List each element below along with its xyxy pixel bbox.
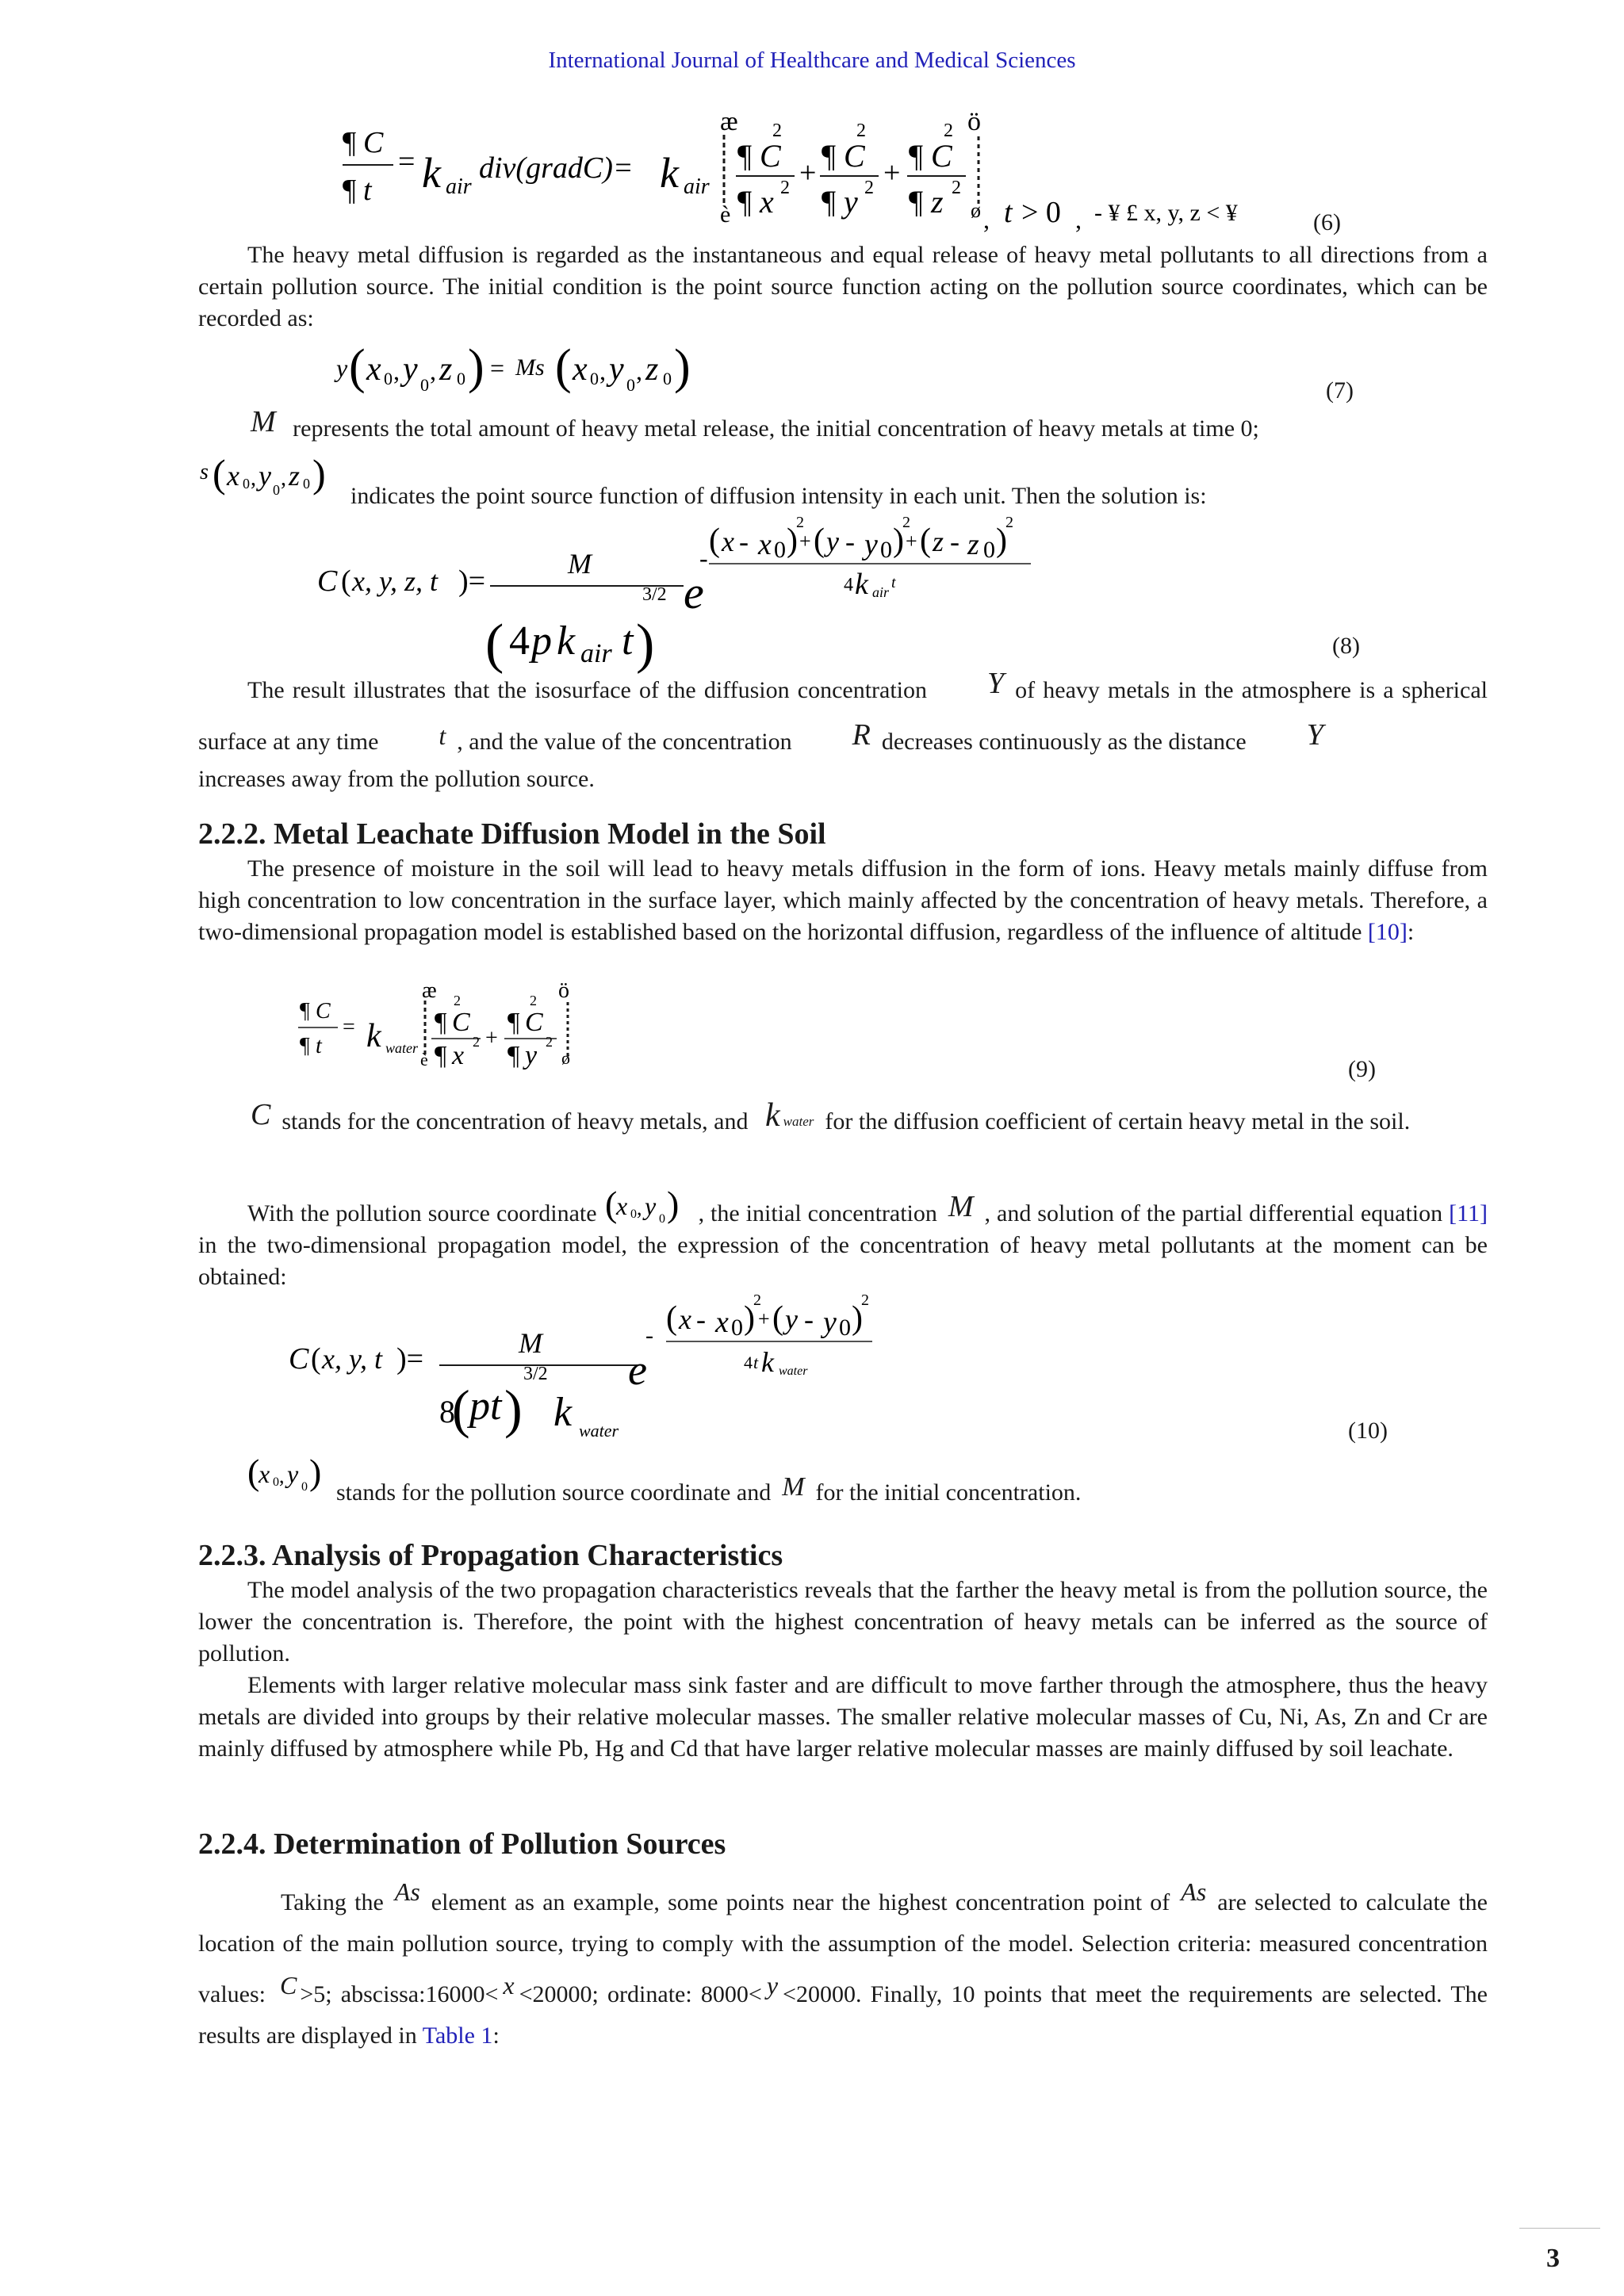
svg-text:): ) [309, 1452, 322, 1492]
svg-text:y: y [823, 1306, 837, 1339]
svg-text:,: , [599, 357, 606, 385]
text-run: of heavy metals in the atmosphere is a spherical surface at any time [198, 677, 1488, 755]
paragraph [198, 661, 1488, 794]
text-run: Taking the [281, 1889, 384, 1915]
svg-text:(: ( [920, 522, 931, 559]
math-symbol: C [251, 1098, 271, 1131]
svg-text:2: 2 [473, 1034, 480, 1050]
svg-text:¶: ¶ [343, 126, 357, 159]
svg-text:(: ( [311, 1342, 321, 1376]
text-run: for the initial concentration. [815, 1479, 1082, 1506]
svg-text:e: e [684, 567, 704, 618]
citation-link[interactable]: [11] [1449, 1200, 1488, 1226]
svg-text:+: + [758, 1307, 770, 1330]
svg-text:): ) [852, 1300, 863, 1337]
svg-text:(: ( [772, 1300, 783, 1337]
math-symbol: M [251, 405, 276, 438]
svg-text:air: air [580, 639, 612, 668]
equation-number: (8) [1332, 633, 1360, 659]
paragraph: The presence of moisture in the soil will lead to heavy metals diffusion in the form of ions. Heavy metals mainly diffuse from high concentration to low concentration in the surface layer, which mainly affected by the concentration of heavy metals. Therefore, a two-dimensional propagation model is established based on the horizontal diffusion, regardless of the influence of altitude [10]: [198, 855, 1488, 945]
svg-text:t: t [753, 1353, 759, 1372]
svg-text:C: C [317, 564, 338, 598]
section-heading: 2.2.3. Analysis of Propagation Characteristics [198, 1539, 783, 1572]
svg-text:+: + [799, 530, 811, 553]
svg-text:t: t [316, 1034, 322, 1058]
math-symbol: As [394, 1877, 420, 1906]
svg-text:,: , [251, 466, 256, 491]
svg-text:M: M [568, 548, 592, 580]
svg-text:+: + [906, 530, 917, 553]
math-symbol: C [279, 1971, 297, 1999]
svg-text:C: C [931, 138, 952, 174]
svg-text:): ) [504, 1379, 523, 1439]
svg-text:): ) [674, 340, 691, 394]
svg-text:(: ( [213, 452, 226, 496]
svg-text:y: y [259, 460, 271, 492]
svg-text:z: z [439, 351, 453, 388]
svg-text:x: x [615, 1192, 627, 1220]
svg-text:x: x [573, 351, 588, 388]
svg-text:e: e [628, 1346, 647, 1394]
svg-text:C: C [760, 138, 781, 174]
svg-text:-: - [645, 1322, 653, 1349]
equation-8 [317, 511, 1047, 686]
svg-text:s: s [200, 460, 209, 484]
svg-text:t: t [622, 618, 634, 664]
svg-text:ø: ø [971, 199, 981, 222]
svg-text:): ) [893, 522, 904, 559]
text-run: : [492, 2022, 500, 2049]
svg-text:¶: ¶ [822, 184, 837, 220]
svg-text:water: water [779, 1364, 808, 1378]
svg-text:y: y [403, 351, 418, 388]
inline-source-coordinate [198, 452, 349, 499]
svg-text:z: z [645, 351, 659, 388]
svg-text:water: water [579, 1421, 619, 1441]
svg-text:2: 2 [780, 178, 790, 198]
svg-text:3/2: 3/2 [642, 584, 667, 605]
svg-text:,: , [393, 357, 400, 385]
svg-text:2: 2 [530, 993, 537, 1008]
text-run: increases away from the pollution source. [198, 766, 595, 792]
svg-text:0: 0 [273, 482, 280, 498]
math-symbol: t [439, 721, 446, 750]
equation-6 [333, 111, 1364, 238]
svg-text:-: - [696, 1303, 706, 1335]
paragraph [198, 406, 1488, 445]
paragraph [198, 1099, 1488, 1138]
svg-text:-: - [804, 1303, 814, 1335]
svg-text:): ) [787, 522, 798, 559]
text-run: , and the value of the concentration [457, 729, 792, 755]
svg-text:0: 0 [457, 369, 465, 388]
text-run: , and solution of the partial differential equation [984, 1200, 1443, 1226]
svg-text:2: 2 [796, 514, 804, 531]
svg-text:x, y, t: x, y, t [322, 1343, 382, 1375]
text-run: With the pollution source coordinate [247, 1200, 597, 1226]
text-run: for the diffusion coefficient of certain heavy metal in the soil. [825, 1108, 1411, 1135]
svg-text:¶: ¶ [435, 1041, 447, 1070]
svg-text:C: C [363, 126, 384, 159]
svg-text:-: - [699, 544, 708, 572]
svg-text:,: , [636, 357, 642, 385]
equation-9 [293, 983, 595, 1078]
svg-text:C: C [316, 999, 331, 1024]
svg-text:¶: ¶ [737, 184, 753, 220]
svg-text:pt: pt [469, 1383, 502, 1429]
math-symbol: As [1181, 1877, 1207, 1906]
svg-text:è: è [420, 1050, 428, 1070]
svg-text:x: x [722, 526, 734, 557]
svg-text:¶: ¶ [508, 1041, 520, 1070]
svg-text:,: , [1075, 205, 1082, 234]
svg-text:(: ( [604, 1184, 617, 1224]
svg-text:div(gradC)=: div(gradC)= [479, 151, 634, 185]
section-heading: 2.2.4. Determination of Pollution Sources [198, 1827, 726, 1861]
svg-text:ö: ö [967, 111, 981, 136]
math-symbol: y [766, 1971, 779, 1999]
svg-text:ø: ø [561, 1048, 570, 1068]
svg-text:(: ( [452, 1379, 470, 1439]
svg-text:8: 8 [439, 1394, 455, 1429]
math-symbol: Y [1306, 718, 1323, 752]
svg-text:0: 0 [774, 537, 786, 563]
svg-text:C: C [844, 138, 865, 174]
math-symbol: M [782, 1472, 805, 1502]
svg-text:¶: ¶ [435, 1008, 447, 1037]
svg-text:2: 2 [944, 121, 953, 141]
svg-text:k: k [660, 149, 679, 197]
svg-text:¶: ¶ [909, 184, 924, 220]
text-run: represents the total amount of heavy metal release, the initial concentration of heavy metals at time 0; [293, 415, 1259, 442]
svg-text:+: + [799, 156, 817, 189]
svg-text:¶: ¶ [300, 1034, 310, 1058]
svg-text:y: y [785, 1303, 798, 1335]
svg-text:è: è [720, 201, 731, 228]
svg-text:0: 0 [301, 1480, 308, 1494]
svg-text:4: 4 [744, 1353, 753, 1372]
svg-text:2: 2 [864, 178, 874, 198]
svg-text:4: 4 [509, 618, 530, 664]
text-run: , the initial concentration [698, 1200, 937, 1226]
svg-text:0: 0 [658, 1212, 665, 1226]
svg-text:¶: ¶ [508, 1008, 520, 1037]
svg-text:0: 0 [630, 1207, 637, 1221]
svg-text:): ) [636, 614, 655, 675]
svg-text:-: - [950, 526, 959, 557]
svg-text:,: , [983, 205, 990, 234]
svg-text:(: ( [349, 340, 366, 394]
svg-text:x: x [758, 528, 772, 561]
equation-number: (10) [1348, 1418, 1388, 1444]
svg-text:y: y [287, 1460, 299, 1488]
svg-text:): ) [312, 452, 326, 496]
text-run: The presence of moisture in the soil will lead to heavy metals diffusion in the form of ions. Heavy metals mainly diffuse from high concentration to low concentration in the surface layer, which mainly affected by the concentration of heavy metals. Therefore, a two-dimensional propagation model is established based on the horizontal diffusion, regardless of the influence of altitude [198, 855, 1488, 945]
svg-text:x: x [366, 351, 381, 388]
inline-source-coordinate [246, 1451, 341, 1498]
svg-text:3/2: 3/2 [523, 1364, 548, 1384]
svg-text:t: t [891, 574, 896, 591]
svg-text:2: 2 [856, 121, 866, 141]
svg-text:z: z [967, 528, 979, 561]
math-symbol: Y [987, 667, 1005, 700]
paragraph: indicates the point source function of diffusion intensity in each unit. Then the solution is: [350, 483, 1207, 509]
inline-source-coordinate [603, 1184, 699, 1229]
svg-text:¶: ¶ [822, 138, 837, 174]
text-run: >5; abscissa:16000< [300, 1981, 499, 2007]
paragraph [198, 1871, 1488, 2057]
equation-10 [285, 1294, 920, 1452]
svg-text:y: y [844, 184, 858, 220]
svg-text:¶: ¶ [343, 174, 357, 207]
svg-text:æ: æ [720, 111, 738, 136]
text-run: decreases continuously as the distance [881, 729, 1247, 755]
svg-text:M: M [519, 1327, 542, 1359]
svg-text:): ) [744, 1300, 755, 1337]
svg-text:+: + [883, 156, 901, 189]
svg-text:,: , [430, 357, 436, 385]
svg-text:y: y [644, 1192, 656, 1220]
svg-text:0: 0 [384, 369, 393, 388]
text-run: <20000. Finally, 10 points that meet the requirements are selected. The results are displayed in [198, 1981, 1488, 2049]
svg-text:0: 0 [590, 369, 599, 388]
svg-text:k: k [855, 568, 868, 601]
svg-text:y: y [525, 1041, 538, 1070]
paragraph: The heavy metal diffusion is regarded as the instantaneous and equal release of heavy metal pollutants to all directions from a certain pollution source. The initial condition is the point source function acting on the pollution source coordinates, which can be recorded as: [198, 242, 1488, 331]
svg-text:k: k [422, 149, 441, 197]
svg-text:)=: )= [458, 564, 486, 598]
svg-text:¶: ¶ [909, 138, 924, 174]
svg-text:0: 0 [663, 369, 672, 388]
svg-text:2: 2 [1005, 514, 1013, 531]
svg-text:¶: ¶ [737, 138, 753, 174]
svg-text:(: ( [666, 1300, 677, 1337]
section-heading: 2.2.2. Metal Leachate Diffusion Model in the Soil [198, 817, 826, 851]
text-run: are selected to calculate the location of the main pollution source, trying to comply with the assumption of the model. Selection criteria: measured concentration values: [198, 1889, 1488, 2007]
svg-text:=: = [343, 1015, 355, 1039]
svg-text:k: k [366, 1018, 381, 1054]
svg-text:y: y [864, 528, 878, 561]
svg-text:x: x [715, 1306, 729, 1339]
svg-text:Ms: Ms [515, 354, 545, 381]
svg-text:y: y [609, 351, 624, 388]
equation-number: (9) [1348, 1056, 1376, 1082]
svg-text:¶: ¶ [300, 999, 310, 1024]
svg-text:2: 2 [772, 121, 782, 141]
svg-text:y: y [826, 526, 839, 557]
svg-text:t: t [363, 174, 372, 207]
svg-text:=: = [490, 354, 505, 382]
svg-text:z: z [289, 460, 301, 492]
svg-text:): ) [996, 522, 1007, 559]
svg-text:+: + [485, 1026, 498, 1050]
svg-text:)=: )= [396, 1342, 424, 1376]
svg-text:air: air [684, 174, 710, 199]
equation-number: (7) [1326, 377, 1354, 404]
svg-text:2: 2 [861, 1294, 869, 1309]
equation-number: (6) [1313, 209, 1341, 235]
paragraph: The model analysis of the two propagation characteristics reveals that the farther the heavy metal is from the pollution source, the lower the concentration is. Therefore, the point with the highest concentration of heavy metals can be inferred as the source of pollution. [198, 1577, 1488, 1667]
svg-text:z: z [931, 184, 944, 220]
svg-text:-: - [739, 526, 749, 557]
svg-text:2: 2 [902, 514, 910, 531]
svg-text:0: 0 [303, 476, 310, 492]
svg-text:t: t [1004, 196, 1013, 229]
text-run: The result illustrates that the isosurface of the diffusion concentration [247, 677, 928, 703]
svg-text:2: 2 [454, 993, 461, 1008]
svg-text:C: C [289, 1342, 309, 1376]
text-run: <20000; ordinate: 8000< [519, 1981, 762, 2007]
svg-text:(: ( [247, 1452, 260, 1492]
svg-text:,: , [279, 1464, 285, 1487]
svg-text:C: C [452, 1008, 470, 1037]
text-run: stands for the concentration of heavy metals, and [282, 1108, 749, 1135]
svg-text:4: 4 [844, 575, 853, 595]
math-k-water: k water [765, 1097, 814, 1134]
svg-text:x, y, z, t: x, y, z, t [352, 565, 438, 597]
svg-text:æ: æ [422, 983, 437, 1003]
paragraph: Elements with larger relative molecular mass sink faster and are difficult to move farther through the atmosphere, thus the heavy metals are divided into groups by their relative molecular masses. The smaller relative molecular masses of Cu, Ni, As, Zn and Cr are mainly diffused by atmosphere while Pb, Hg and Cd that have larger relative molecular masses are mainly diffused by soil leachate. [198, 1672, 1488, 1762]
svg-text:> 0: > 0 [1021, 196, 1061, 229]
svg-text:2: 2 [546, 1034, 553, 1050]
svg-text:k: k [553, 1390, 573, 1435]
footer-rule [1519, 2228, 1600, 2229]
svg-text:x: x [679, 1303, 691, 1335]
svg-text:x: x [452, 1041, 465, 1070]
svg-text:0: 0 [880, 537, 892, 563]
svg-text:water: water [385, 1040, 419, 1056]
svg-text:air: air [872, 584, 890, 600]
svg-text:(: ( [341, 564, 351, 598]
svg-text:,: , [636, 1196, 642, 1219]
svg-text:k: k [557, 618, 576, 664]
svg-text:k: k [761, 1346, 774, 1378]
svg-text:ö: ö [558, 983, 569, 1003]
page-number: 3 [1546, 2244, 1560, 2273]
table-reference-link[interactable]: Table 1 [422, 2022, 493, 2049]
svg-text:0: 0 [273, 1475, 279, 1489]
svg-text:x: x [760, 184, 774, 220]
svg-text:2: 2 [952, 178, 961, 198]
svg-text:-: - [845, 526, 855, 557]
math-symbol: x [503, 1971, 515, 1999]
svg-text:- ¥ £ x, y, z < ¥: - ¥ £ x, y, z < ¥ [1094, 200, 1238, 226]
paragraph [336, 1471, 1446, 1509]
svg-text:y: y [336, 354, 348, 382]
equation-7 [333, 337, 730, 400]
svg-text:0: 0 [243, 476, 250, 492]
svg-text:(: ( [555, 340, 572, 394]
citation-link[interactable]: [10] [1367, 919, 1408, 945]
svg-text:C: C [525, 1008, 543, 1037]
text-run: element as an example, some points near the highest concentration point of [431, 1889, 1170, 1915]
text-run: stands for the pollution source coordinate and [336, 1479, 772, 1506]
math-symbol: M [948, 1190, 974, 1223]
svg-text:0: 0 [983, 537, 995, 563]
paragraph [198, 1184, 1488, 1293]
svg-text:p: p [531, 618, 552, 664]
text-run: in the two-dimensional propagation model, the expression of the concentration of heavy metal pollutants at the moment can be obtained: [198, 1232, 1488, 1290]
svg-text:2: 2 [753, 1294, 761, 1309]
svg-text:(: ( [709, 522, 720, 559]
math-symbol: R [852, 718, 871, 752]
svg-text:x: x [259, 1460, 270, 1488]
svg-text:(: ( [814, 522, 825, 559]
svg-text:): ) [666, 1184, 679, 1224]
svg-text:): ) [468, 340, 485, 394]
svg-text:(: ( [485, 614, 504, 675]
svg-text:0: 0 [731, 1314, 743, 1341]
svg-text:=: = [398, 145, 416, 178]
svg-text:0: 0 [626, 375, 635, 395]
svg-text:x: x [227, 460, 239, 492]
journal-header: International Journal of Healthcare and Medical Sciences [548, 48, 1076, 73]
svg-text:0: 0 [839, 1314, 851, 1341]
svg-text:0: 0 [420, 375, 429, 395]
svg-text:air: air [446, 174, 472, 199]
svg-text:z: z [933, 526, 944, 557]
svg-text:,: , [281, 466, 286, 491]
